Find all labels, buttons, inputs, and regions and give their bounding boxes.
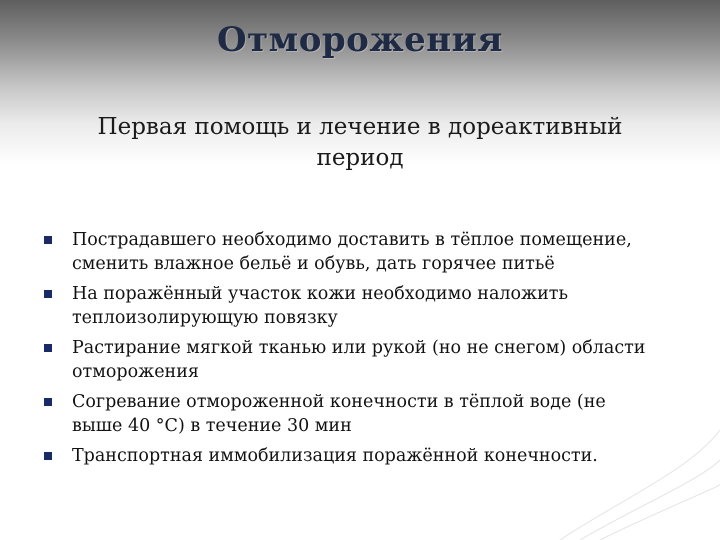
bullet-list bbox=[40, 228, 690, 474]
bullet-text-line: Пострадавшего необходимо доставить в тёплое помещение, bbox=[72, 230, 632, 250]
square-bullet-icon bbox=[44, 398, 52, 406]
square-bullet-icon bbox=[44, 452, 52, 460]
subtitle-line-2: период bbox=[316, 145, 404, 171]
slide-title: Отморожения bbox=[216, 20, 504, 60]
square-bullet-icon bbox=[44, 236, 52, 244]
bullet-text-line: теплоизолирующую повязку bbox=[72, 308, 338, 328]
bullet-item bbox=[40, 444, 690, 468]
bullet-item bbox=[40, 228, 690, 276]
bullet-item bbox=[40, 390, 690, 438]
bullet-text-line: выше 40 °С) в течение 30 мин bbox=[72, 416, 352, 436]
square-bullet-icon bbox=[44, 290, 52, 298]
bullet-text-line: отморожения bbox=[72, 362, 199, 382]
bullet-text-line: Согревание отмороженной конечности в тёплой воде (не bbox=[72, 392, 606, 412]
square-bullet-icon bbox=[44, 344, 52, 352]
bullet-item bbox=[40, 336, 690, 384]
bullet-text-line: На поражённый участок кожи необходимо наложить bbox=[72, 284, 569, 304]
subtitle-line-1: Первая помощь и лечение в дореактивный bbox=[97, 114, 623, 140]
bullet-item bbox=[40, 282, 690, 330]
slide-subtitle bbox=[60, 112, 660, 174]
bullet-text-line: Транспортная иммобилизация поражённой конечности. bbox=[72, 446, 598, 466]
bullet-text-line: сменить влажное бельё и обувь, дать горячее питьё bbox=[72, 254, 555, 274]
bullet-text-line: Растирание мягкой тканью или рукой (но не снегом) области bbox=[72, 338, 646, 358]
